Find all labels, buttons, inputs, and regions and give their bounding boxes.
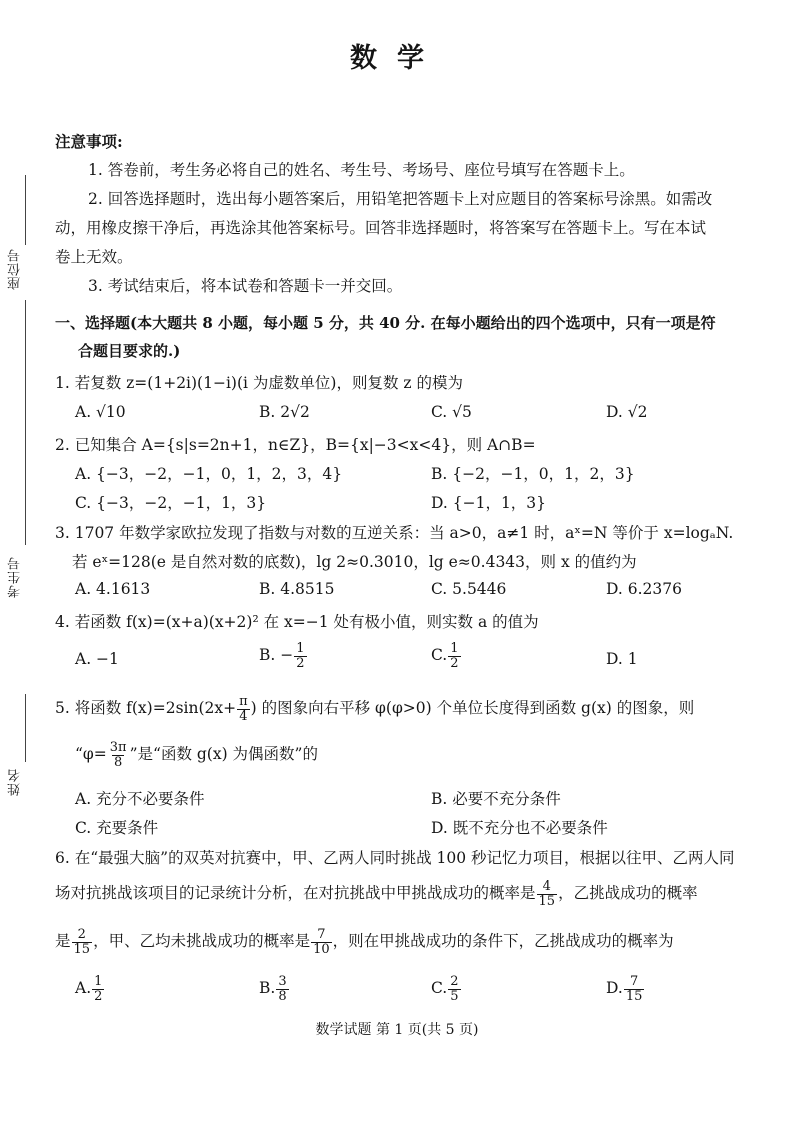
- question-1-option-c: C. √5: [431, 403, 472, 421]
- notice-item-1: 1. 答卷前，考生务必将自己的姓名、考生号、考场号、座位号填写在答题卡上。: [88, 161, 635, 179]
- question-2-option-d: D. {−1，1，3}: [431, 494, 547, 512]
- question-6-option-a: [75, 975, 105, 1003]
- fraction-denominator: 2: [296, 655, 305, 671]
- question-5-stem-part-b: ) 的图象向右平移 φ(φ>0) 个单位长度得到函数 g(x) 的图象，则: [250, 699, 695, 718]
- question-5-option-d: D. 既不充分也不必要条件: [431, 819, 608, 837]
- fraction-numerator: 3π: [109, 740, 127, 755]
- page-footer: 数学试题 第 1 页(共 5 页): [315, 1022, 479, 1038]
- fraction: [72, 928, 93, 956]
- fraction: [237, 695, 250, 723]
- name-label: 姓名: [8, 768, 23, 796]
- fraction: [276, 975, 288, 1003]
- question-6-stem-line-3: [55, 928, 674, 956]
- question-3-option-a: A. 4.1613: [75, 580, 151, 598]
- question-3-stem-line-1: 3. 1707 年数学家欧拉发现了指数与对数的互逆关系：当 a>0，a≠1 时，aˣ=N 等价于 x=logₐN.: [55, 524, 734, 542]
- fraction: [448, 975, 460, 1003]
- question-4-option-c-prefix: C.: [431, 646, 448, 665]
- question-5-option-c: C. 充要条件: [75, 819, 159, 837]
- notice-item-2-line-1: 2. 回答选择题时，选出每小题答案后，用铅笔把答题卡上对应题目的答案标号涂黑。如需改: [88, 190, 713, 208]
- question-2-stem: 2. 已知集合 A={s|s=2n+1，n∈Z}，B={x|−3<x<4}，则 A∩B=: [55, 436, 536, 454]
- option-prefix: D.: [606, 979, 623, 998]
- fraction-numerator: 1: [296, 641, 305, 656]
- question-3-stem-line-2: 若 eˣ=128(e 是自然对数的底数)，lg 2≈0.3010，lg e≈0.4343，则 x 的值约为: [72, 553, 637, 571]
- question-5-option-a: A. 充分不必要条件: [75, 790, 205, 808]
- fraction-denominator: 10: [313, 941, 330, 957]
- fraction: [537, 880, 558, 908]
- question-5-stem-line-2: [75, 741, 318, 769]
- fraction-denominator: 15: [625, 988, 643, 1004]
- option-prefix: B.: [259, 979, 276, 998]
- question-6-stem-line-2: [55, 880, 698, 908]
- question-2-option-c: C. {−3，−2，−1，1，3}: [75, 494, 267, 512]
- fraction-numerator: 3: [278, 974, 287, 989]
- fraction-numerator: 2: [450, 974, 459, 989]
- question-5-option-b: B. 必要不充分条件: [431, 790, 561, 808]
- question-4-stem: 4. 若函数 f(x)=(x+a)(x+2)² 在 x=−1 处有极小值，则实数 a 的值为: [55, 613, 539, 631]
- question-6-line-2-part-b: ，乙挑战成功的概率: [558, 884, 698, 903]
- exam-number-label: 考生号: [8, 556, 23, 598]
- section-heading-line-2: 合题目要求的.): [78, 342, 181, 360]
- binding-line-3: [25, 694, 26, 762]
- section-heading-line-1: 一、选择题(本大题共 8 小题，每小题 5 分，共 40 分. 在每小题给出的四个选项中，只有一项是符: [55, 314, 716, 332]
- option-prefix: A.: [75, 979, 92, 998]
- question-2-option-b: B. {−2，−1，0，1，2，3}: [431, 465, 635, 483]
- fraction-numerator: 7: [317, 927, 326, 942]
- question-1-stem: 1. 若复数 z=(1+2i)(1−i)(i 为虚数单位)，则复数 z 的模为: [55, 374, 463, 392]
- seat-number-label: 座位号: [8, 248, 23, 290]
- question-3-option-c: C. 5.5446: [431, 580, 507, 598]
- question-1-option-b: B. 2√2: [259, 403, 310, 421]
- fraction-denominator: 8: [114, 754, 123, 770]
- question-4-option-b-prefix: B. −: [259, 646, 294, 665]
- fraction: [92, 975, 104, 1003]
- question-5-line-2-part-a: “φ=: [75, 745, 107, 764]
- fraction-denominator: 15: [73, 941, 91, 957]
- fraction-numerator: π: [239, 694, 248, 709]
- fraction-denominator: 2: [450, 655, 459, 671]
- question-5-line-2-part-b: ”是“函数 g(x) 为偶函数”的: [129, 745, 318, 764]
- fraction: [311, 928, 332, 956]
- question-6-line-3-part-a: 是: [55, 932, 71, 951]
- fraction-numerator: 1: [94, 974, 103, 989]
- question-6-line-3-part-b: ，甲、乙均未挑战成功的概率是: [93, 932, 311, 951]
- notice-heading: 注意事项:: [55, 132, 123, 151]
- question-5-stem-part-a: 5. 将函数 f(x)=2sin(2x+: [55, 699, 237, 718]
- fraction-denominator: 4: [239, 708, 248, 724]
- binding-line-1: [25, 175, 26, 245]
- notice-item-2-line-2: 动，用橡皮擦干净后，再选涂其他答案标号。回答非选择题时，将答案写在答题卡上。写在本试: [55, 219, 707, 237]
- option-prefix: C.: [431, 979, 448, 998]
- fraction-denominator: 5: [450, 988, 459, 1004]
- binding-line-2: [25, 300, 26, 545]
- page-title: 数学: [350, 43, 444, 74]
- fraction-denominator: 15: [538, 893, 556, 909]
- question-4-option-d: D. 1: [606, 650, 638, 668]
- question-6-option-c: [431, 975, 462, 1003]
- notice-item-2-line-3: 卷上无效。: [55, 248, 133, 266]
- fraction-denominator: 8: [278, 988, 287, 1004]
- fraction-numerator: 4: [542, 879, 551, 894]
- question-4-option-c: [431, 642, 462, 670]
- notice-item-3: 3. 考试结束后，将本试卷和答题卡一并交回。: [88, 277, 403, 295]
- fraction-numerator: 7: [629, 974, 639, 989]
- fraction: [108, 741, 129, 769]
- question-5-stem-line-1: [55, 695, 694, 723]
- fraction-numerator: 2: [77, 927, 86, 942]
- question-4-option-b: [259, 642, 308, 670]
- question-6-stem-line-1: 6. 在“最强大脑”的双英对抗赛中，甲、乙两人同时挑战 100 秒记忆力项目，根据以往甲、乙两人同: [55, 849, 735, 867]
- fraction-numerator: 1: [450, 641, 459, 656]
- question-6-line-2-part-a: 场对抗挑战该项目的记录统计分析，在对抗挑战中甲挑战成功的概率是: [55, 884, 536, 903]
- fraction: [448, 642, 460, 670]
- question-6-line-3-part-c: ，则在甲挑战成功的条件下，乙挑战成功的概率为: [332, 932, 674, 951]
- question-1-option-a: A. √10: [75, 403, 126, 421]
- fraction: [624, 975, 645, 1003]
- question-2-option-a: A. {−3，−2，−1，0，1，2，3，4}: [75, 465, 343, 483]
- question-3-option-b: B. 4.8515: [259, 580, 335, 598]
- fraction: [294, 642, 306, 670]
- question-6-option-d: [606, 975, 645, 1003]
- fraction-denominator: 2: [94, 988, 103, 1004]
- question-1-option-d: D. √2: [606, 403, 648, 421]
- question-4-option-a: A. −1: [75, 650, 119, 668]
- question-3-option-d: D. 6.2376: [606, 580, 682, 598]
- question-6-option-b: [259, 975, 290, 1003]
